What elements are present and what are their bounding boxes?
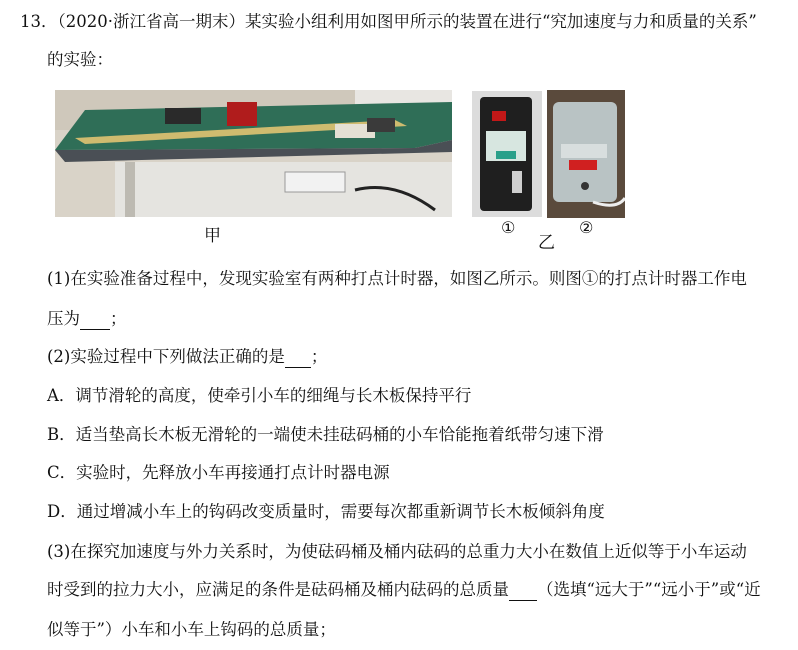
part3-line3: 似等于”）小车和小车上钩码的总质量； xyxy=(47,620,336,639)
part3-line2 xyxy=(47,580,761,601)
timer-photo-2 xyxy=(547,90,625,218)
option-b: B．适当垫高长木板无滑轮的一端使未挂砝码桶的小车恰能拖着纸带匀速下滑 xyxy=(47,425,604,444)
figure-label-jia: 甲 xyxy=(204,226,221,246)
part1-line1: (1)在实验准备过程中，发现实验室有两种打点计时器，如图乙所示。则图①的打点计时器工作电 xyxy=(47,269,747,288)
answer-blank-3[interactable] xyxy=(509,580,537,601)
figure-label-1: ① xyxy=(501,218,516,237)
apparatus-illustration xyxy=(55,90,452,217)
part2-suffix: ； xyxy=(310,347,328,366)
part1-prefix: 压为 xyxy=(47,309,80,328)
option-a: A．调节滑轮的高度，使牵引小车的细绳与长木板保持平行 xyxy=(47,386,472,405)
spark-timer-illustration xyxy=(547,90,625,218)
part1-line2 xyxy=(47,309,127,330)
electromagnetic-timer-illustration xyxy=(472,91,542,217)
part1-suffix: ； xyxy=(110,309,127,328)
part3-suffix: （选填“远大于”“远小于”或“近 xyxy=(537,580,761,599)
option-d: D．通过增减小车上的钩码改变质量时，需要每次都重新调节长木板倾斜角度 xyxy=(47,502,605,521)
figure-label-2: ② xyxy=(579,218,594,237)
part2-line xyxy=(47,347,327,368)
option-c: C．实验时，先释放小车再接通打点计时器电源 xyxy=(47,463,390,482)
part3-prefix: 时受到的拉力大小，应满足的条件是砝码桶及桶内砝码的总质量 xyxy=(47,580,509,599)
question-header-cont: 的实验： xyxy=(47,50,113,69)
answer-blank-2[interactable] xyxy=(285,347,311,368)
answer-blank-1[interactable] xyxy=(80,309,110,330)
timer-photo-1 xyxy=(472,91,542,217)
apparatus-photo xyxy=(55,90,452,217)
figure-label-yi: 乙 xyxy=(538,233,555,253)
part3-line1: (3)在探究加速度与外力关系时，为使砝码桶及桶内砝码的总重力大小在数值上近似等于小车运动 xyxy=(47,542,747,561)
question-header: 13．（2020·浙江省高一期末）某实验小组利用如图甲所示的装置在进行“究加速度与力和质量的关系” xyxy=(20,12,757,31)
part2-prefix: (2)实验过程中下列做法正确的是 xyxy=(47,347,285,366)
